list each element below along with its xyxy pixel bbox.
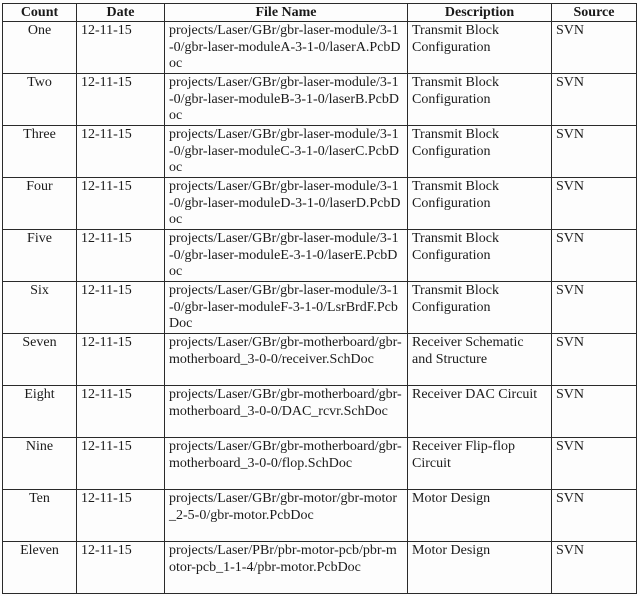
file-log-table <box>2 3 637 594</box>
cell-date: 12-11-15 <box>77 74 165 126</box>
cell-count: Ten <box>3 490 77 542</box>
cell-file-name: projects/Laser/GBr/gbr-motherboard/gbr-motherboard_3-0-0/DAC_rcvr.SchDoc <box>165 386 408 438</box>
cell-date: 12-11-15 <box>77 282 165 334</box>
cell-description: Receiver Schematic and Structure <box>408 334 552 386</box>
cell-source: SVN <box>552 22 637 74</box>
table-row <box>3 282 637 334</box>
cell-description: Transmit Block Configuration <box>408 230 552 282</box>
cell-count: Seven <box>3 334 77 386</box>
cell-date: 12-11-15 <box>77 490 165 542</box>
cell-count: One <box>3 22 77 74</box>
cell-description: Transmit Block Configuration <box>408 126 552 178</box>
cell-file-name: projects/Laser/GBr/gbr-motherboard/gbr-motherboard_3-0-0/flop.SchDoc <box>165 438 408 490</box>
cell-file-name: projects/Laser/GBr/gbr-motor/gbr-motor_2-5-0/gbr-motor.PcbDoc <box>165 490 408 542</box>
table-row <box>3 386 637 438</box>
cell-source: SVN <box>552 74 637 126</box>
cell-source: SVN <box>552 126 637 178</box>
cell-date: 12-11-15 <box>77 178 165 230</box>
cell-count: Nine <box>3 438 77 490</box>
cell-description: Transmit Block Configuration <box>408 74 552 126</box>
table-row <box>3 74 637 126</box>
cell-description: Receiver Flip-flop Circuit <box>408 438 552 490</box>
header-date: Date <box>77 4 165 22</box>
cell-source: SVN <box>552 230 637 282</box>
cell-date: 12-11-15 <box>77 438 165 490</box>
cell-count: Six <box>3 282 77 334</box>
header-count: Count <box>3 4 77 22</box>
table-row <box>3 438 637 490</box>
cell-count: Eleven <box>3 542 77 594</box>
cell-count: Four <box>3 178 77 230</box>
cell-date: 12-11-15 <box>77 334 165 386</box>
cell-file-name: projects/Laser/PBr/pbr-motor-pcb/pbr-motor-pcb_1-1-4/pbr-motor.PcbDoc <box>165 542 408 594</box>
table-row <box>3 334 637 386</box>
header-row <box>3 4 637 22</box>
cell-description: Motor Design <box>408 542 552 594</box>
cell-description: Receiver DAC Circuit <box>408 386 552 438</box>
cell-file-name: projects/Laser/GBr/gbr-laser-module/3-1-0/gbr-laser-moduleD-3-1-0/laserD.PcbDoc <box>165 178 408 230</box>
table-row <box>3 178 637 230</box>
header-source: Source <box>552 4 637 22</box>
cell-source: SVN <box>552 438 637 490</box>
cell-source: SVN <box>552 490 637 542</box>
cell-file-name: projects/Laser/GBr/gbr-laser-module/3-1-0/gbr-laser-moduleE-3-1-0/laserE.PcbDoc <box>165 230 408 282</box>
cell-date: 12-11-15 <box>77 22 165 74</box>
cell-count: Three <box>3 126 77 178</box>
cell-source: SVN <box>552 178 637 230</box>
table-row <box>3 22 637 74</box>
cell-file-name: projects/Laser/GBr/gbr-laser-module/3-1-0/gbr-laser-moduleF-3-1-0/LsrBrdF.PcbDoc <box>165 282 408 334</box>
table-row <box>3 230 637 282</box>
cell-description: Transmit Block Configuration <box>408 22 552 74</box>
cell-count: Eight <box>3 386 77 438</box>
cell-file-name: projects/Laser/GBr/gbr-laser-module/3-1-0/gbr-laser-moduleC-3-1-0/laserC.PcbDoc <box>165 126 408 178</box>
cell-date: 12-11-15 <box>77 386 165 438</box>
table-row <box>3 126 637 178</box>
cell-date: 12-11-15 <box>77 542 165 594</box>
cell-date: 12-11-15 <box>77 230 165 282</box>
table-row <box>3 490 637 542</box>
cell-description: Transmit Block Configuration <box>408 282 552 334</box>
cell-file-name: projects/Laser/GBr/gbr-laser-module/3-1-0/gbr-laser-moduleB-3-1-0/laserB.PcbDoc <box>165 74 408 126</box>
cell-source: SVN <box>552 334 637 386</box>
cell-description: Motor Design <box>408 490 552 542</box>
cell-count: Two <box>3 74 77 126</box>
cell-source: SVN <box>552 282 637 334</box>
cell-file-name: projects/Laser/GBr/gbr-motherboard/gbr-motherboard_3-0-0/receiver.SchDoc <box>165 334 408 386</box>
table-row <box>3 542 637 594</box>
cell-source: SVN <box>552 542 637 594</box>
cell-date: 12-11-15 <box>77 126 165 178</box>
cell-source: SVN <box>552 386 637 438</box>
header-description: Description <box>408 4 552 22</box>
cell-count: Five <box>3 230 77 282</box>
cell-description: Transmit Block Configuration <box>408 178 552 230</box>
cell-file-name: projects/Laser/GBr/gbr-laser-module/3-1-0/gbr-laser-moduleA-3-1-0/laserA.PcbDoc <box>165 22 408 74</box>
header-file-name: File Name <box>165 4 408 22</box>
